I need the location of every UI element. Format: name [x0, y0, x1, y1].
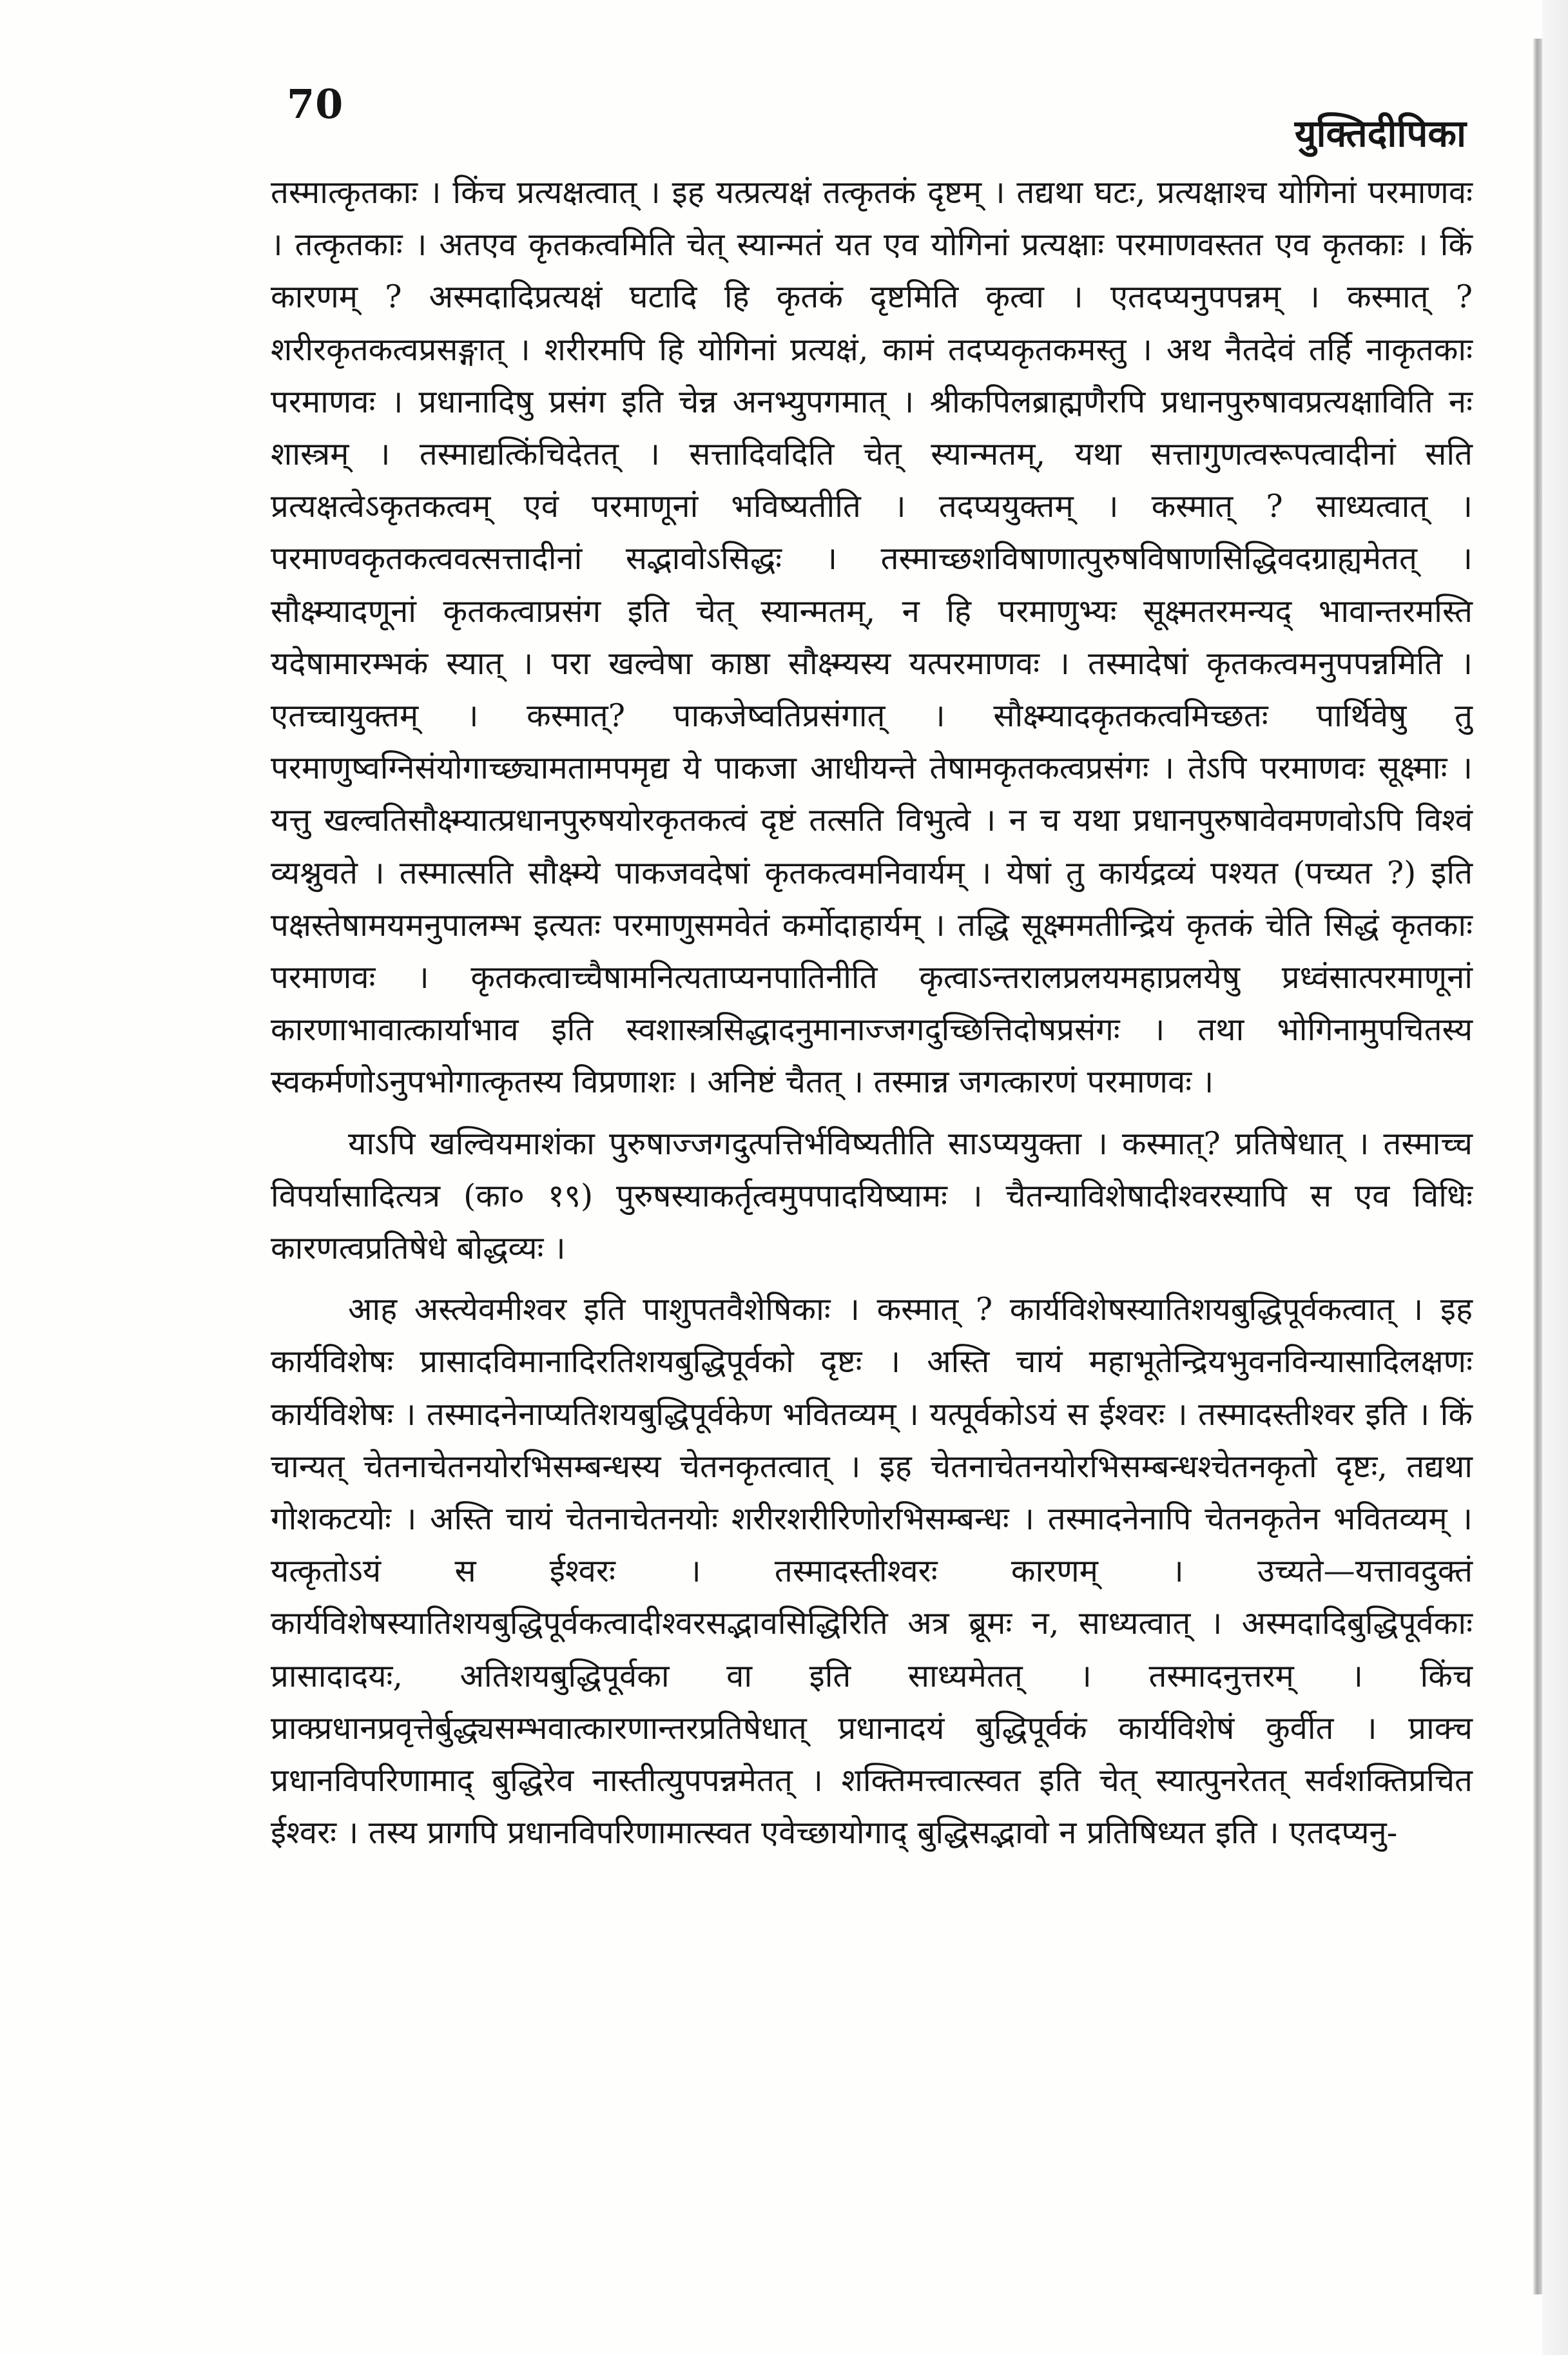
page-header [287, 81, 1466, 155]
paragraph-ishvara-argument: आह अस्त्येवमीश्वर इति पाशुपतवैशेषिकाः । कस्मात् ? कार्यविशेषस्यातिशयबुद्धिपूर्वकत्वात् । इह कार्यविशेषः प्रासादविमानादिरतिशयबुद्धिपूर्वको दृष्टः । अस्ति चायं महाभूतेन्द्रियभुवनविन्यासादिलक्षणः कार्यविशेषः । तस्मादनेनाप्यतिशयबुद्धिपूर्वकेण भवितव्यम् । यत्पूर्वकोऽयं स ईश्वरः । तस्मादस्तीश्वर इति । किं चान्यत् चेतनाचेतनयोरभिसम्बन्धस्य चेतनकृतत्वात् । इह चेतनाचेतनयोरभिसम्बन्धश्चेतनकृतो दृष्टः, तद्यथा गोशकटयोः । अस्ति चायं चेतनाचेतनयोः शरीरशरीरिणोरभिसम्बन्धः । तस्मादनेनापि चेतनकृतेन भवितव्यम् । यत्कृतोऽयं स ईश्वरः । तस्मादस्तीश्वरः कारणम् । उच्यते—यत्तावदुक्तं कार्यविशेषस्यातिशयबुद्धिपूर्वकत्वादीश्वरसद्भावसिद्धिरिति अत्र ब्रूमः न, साध्यत्वात् । अस्मदादिबुद्धिपूर्वकाः प्रासादादयः, अतिशयबुद्धिपूर्वका वा इति साध्यमेतत् । तस्मादनुत्तरम् । किंच प्राक्प्रधानप्रवृत्तेर्बुद्ध्यसम्भवात्कारणान्तरप्रतिषेधात् प्रधानादयं बुद्धिपूर्वकं कार्यविशेषं कुर्वीत । प्राक्च प्रधानविपरिणामाद् बुद्धिरेव नास्तीत्युपपन्नमेतत् । शक्तिमत्त्वात्स्वत इति चेत् स्यात्पुनरेतत् सर्वशक्तिप्रचित ईश्वरः । तस्य प्रागपि प्रधानविपरिणामात्स्वत एवेच्छायोगाद् बुद्धिसद्भावो न प्रतिषिध्यत इति । एतदप्यनु- [271, 1291, 1473, 1852]
page-number: 70 [287, 81, 344, 128]
book-spine-shadow [1533, 39, 1542, 2294]
scan-border [1542, 0, 1568, 2355]
main-text [271, 166, 1473, 1859]
paragraph-paramanu-critique: तस्मात्कृतकाः । किंच प्रत्यक्षत्वात् । इह यत्प्रत्यक्षं तत्कृतकं दृष्टम् । तद्यथा घटः, प्रत्यक्षाश्च योगिनां परमाणवः । तत्कृतकाः । अतएव कृतकत्वमिति चेत् स्यान्मतं यत एव योगिनां प्रत्यक्षाः परमाणवस्तत एव कृतकाः । किं कारणम् ? अस्मदादिप्रत्यक्षं घटादि हि कृतकं दृष्टमिति कृत्वा । एतदप्यनुपपन्नम् । कस्मात् ? शरीरकृतकत्वप्रसङ्गात् । शरीरमपि हि योगिनां प्रत्यक्षं, कामं तदप्यकृतकमस्तु । अथ नैतदेवं तर्हि नाकृतकाः परमाणवः । प्रधानादिषु प्रसंग इति चेन्न अनभ्युपगमात् । श्रीकपिलब्राह्मणैरपि प्रधानपुरुषावप्रत्यक्षाविति नः शास्त्रम् । तस्माद्यत्किंचिदेतत् । सत्तादिवदिति चेत् स्यान्मतम्, यथा सत्तागुणत्वरूपत्वादीनां सति प्रत्यक्षत्वेऽकृतकत्वम् एवं परमाणूनां भविष्यतीति । तदप्ययुक्तम् । कस्मात् ? साध्यत्वात् । परमाण्वकृतकत्ववत्सत्तादीनां सद्भावोऽसिद्धः । तस्माच्छशविषाणात्पुरुषविषाणसिद्धिवदग्राह्यमेतत् । सौक्ष्म्यादणूनां कृतकत्वाप्रसंग इति चेत् स्यान्मतम्, न हि परमाणुभ्यः सूक्ष्मतरमन्यद् भावान्तरमस्ति यदेषामारम्भकं स्यात् । परा खल्वेषा काष्ठा सौक्ष्म्यस्य यत्परमाणवः । तस्मादेषां कृतकत्वमनुपपन्नमिति । एतच्चायुक्तम् । कस्मात्? पाकजेष्वतिप्रसंगात् । सौक्ष्म्यादकृतकत्वमिच्छतः पार्थिवेषु तु परमाणुष्वग्निसंयोगाच्छ्यामतामपमृद्य ये पाकजा आधीयन्ते तेषामकृतकत्वप्रसंगः । तेऽपि परमाणवः सूक्ष्माः । यत्तु खल्वतिसौक्ष्म्यात्प्रधानपुरुषयोरकृतकत्वं दृष्टं तत्सति विभुत्वे । न च यथा प्रधानपुरुषावेवमणवोऽपि विश्वं व्यश्नुवते । तस्मात्सति सौक्ष्म्ये पाकजवदेषां कृतकत्वमनिवार्यम् । येषां तु कार्यद्रव्यं पश्यत (पच्यत ?) इति पक्षस्तेषामयमनुपालम्भ इत्यतः परमाणुसमवेतं कर्मोदाहार्यम् । तद्धि सूक्ष्ममतीन्द्रियं कृतकं चेति सिद्धं कृतकाः परमाणवः । कृतकत्वाच्चैषामनित्यताप्यनपातिनीति कृत्वाऽन्तरालप्रलयमहाप्रलयेषु प्रध्वंसात्परमाणूनां कारणाभावात्कार्याभाव इति स्वशास्त्रसिद्धादनुमानाज्जगदुच्छित्तिदोषप्रसंगः । तथा भोगिनामुपचितस्य स्वकर्मणोऽनुपभोगात्कृतस्य विप्रणाशः । अनिष्टं चैतत् । तस्मान्न जगत्कारणं परमाणवः । [271, 174, 1473, 1101]
paragraph-purusha-objection: याऽपि खल्वियमाशंका पुरुषाज्जगदुत्पत्तिर्भविष्यतीति साऽप्ययुक्ता । कस्मात्? प्रतिषेधात् । तस्माच्च विपर्यासादित्यत्र (का० १९) पुरुषस्याकर्तृत्वमुपपादयिष्यामः । चैतन्याविशेषादीश्वरस्यापि स एव विधिः कारणत्वप्रतिषेधे बोद्धव्यः । [271, 1125, 1473, 1267]
running-title: युक्तिदीपिका [1294, 111, 1466, 155]
